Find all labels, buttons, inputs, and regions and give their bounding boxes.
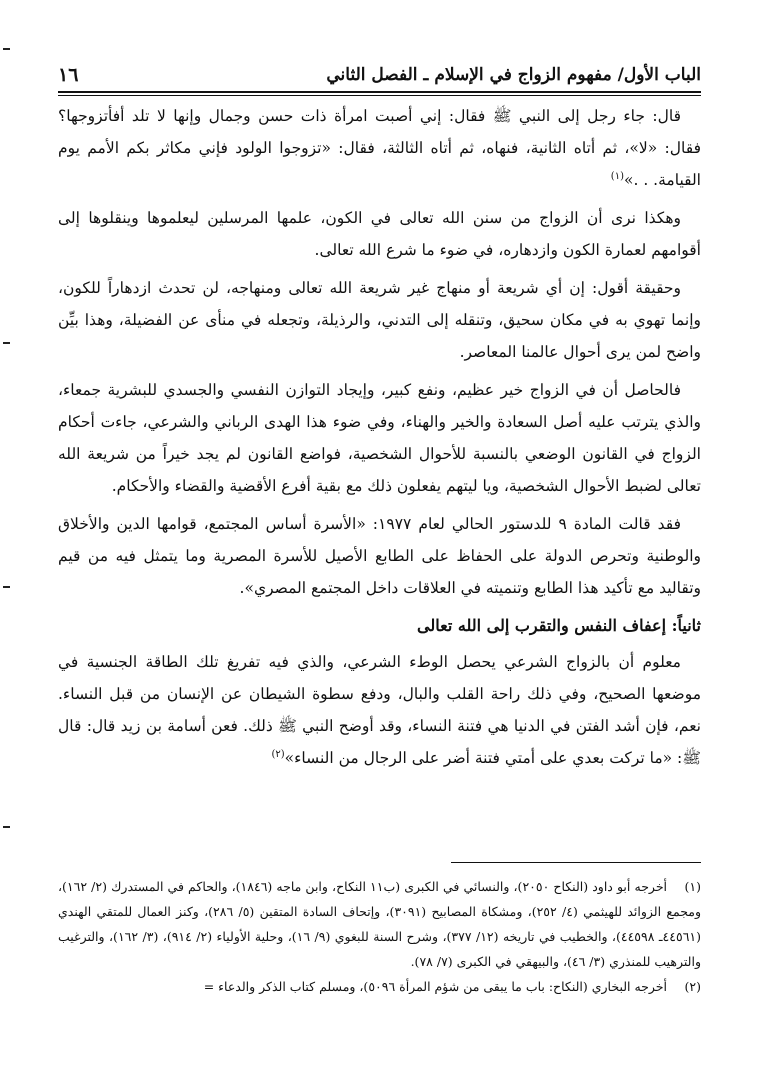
- page-number: ١٦: [58, 64, 79, 86]
- paragraph-text: قال: جاء رجل إلى النبي ﷺ فقال: إني أصبت امرأة ذات حسن وجمال وإنها لا تلد أفأتزوجها؟ فقال: «لا»، ثم أتاه الثانية، فنهاه، ثم أتاه الثالثة، فقال: «تزوجوا الولود فإني مكاثر بكم الأمم يوم القيامة. . .»: [58, 107, 701, 189]
- footnote-ref: (١): [610, 170, 624, 182]
- footnotes: [58, 874, 701, 999]
- paragraph-text: معلوم أن بالزواج الشرعي يحصل الوطء الشرعي، والذي فيه تفريغ تلك الطاقة الجنسية في موضعها الصحيح، وفي ذلك راحة القلب والبال، ودفع سطوة الشيطان عن الإنسان من قبل النساء. نعم، فإن أشد الفتن في الدنيا هي فتنة النساء، وقد أوضح النبي ﷺ ذلك. فعن أسامة بن زيد قال: قال ﷺ: «ما تركت بعدي على أمتي فتنة أضر على الرجال من النساء»: [58, 653, 701, 767]
- footnote-separator: [451, 862, 701, 863]
- paragraph: [58, 100, 701, 196]
- footnote: [58, 974, 701, 999]
- scan-margin-mark: [3, 826, 10, 828]
- paragraph: وحقيقة أقول: إن أي شريعة أو منهاج غير شريعة الله تعالى ومنهاجه، لن تحدث ازدهاراً للكون، وإنما تهوي به في مكان سحيق، وتنقله إلى التدني، والرذيلة، وتجعله في منأى عن الفضيلة، وهذا بيِّن واضح لمن يرى أحوال عالمنا المعاصر.: [58, 279, 701, 361]
- footnote-text: أخرجه أبو داود (النكاح ٢٠٥٠)، والنسائي في الكبرى (ب١١ النكاح، وابن ماجه (١٨٤٦)، والحاكم في المستدرك (٢/ ١٦٢)، ومجمع الزوائد للهيثمي (٤/ ٢٥٢)، ومشكاة المصابيح (٣٠٩١)، وإتحاف السادة المتقين (٥/ ٢٨٦)، وكنز العمال للمتقي الهندي (٤٤٥٦١ـ ٤٤٥٩٨)، والخطيب في تاريخه (١٢/ ٣٧٧)، وشرح السنة للبغوي (٩/ ١٦)، وحلية الأولياء (٢/ ٩١٤)، (٣/ ١٦٢)، والترغيب والترهيب للمنذري (٣/ ٤٦)، والبيهقي في الكبرى (٧/ ٧٨).: [58, 879, 702, 969]
- page-header: [58, 60, 701, 90]
- section-heading: ثانياً: إعفاف النفس والتقرب إلى الله تعالى: [417, 616, 701, 635]
- main-text: [58, 100, 701, 780]
- scan-margin-mark: [3, 48, 10, 50]
- footnote-number: (٢): [684, 979, 701, 994]
- running-title: الباب الأول/ مفهوم الزواج في الإسلام ـ الفصل الثاني: [326, 65, 701, 85]
- header-rule-thin: [58, 95, 701, 96]
- header-rule: [58, 91, 701, 93]
- scan-margin-mark: [3, 586, 10, 588]
- footnote-number: (١): [684, 879, 702, 894]
- footnote: [58, 874, 701, 974]
- paragraph: فقد قالت المادة ٩ للدستور الحالي لعام ١٩٧٧: «الأسرة أساس المجتمع، قوامها الدين والأخلاق والوطنية وتحرص الدولة على الحفاظ على الطابع الأصيل للأسرة المصرية وما يتمثل فيه من قيم وتقاليد مع تأكيد هذا الطابع وتنميته في العلاقات داخل المجتمع المصري».: [58, 515, 701, 597]
- paragraph: وهكذا نرى أن الزواج من سنن الله تعالى في الكون، علمها المرسلين ليعلموها وينقلوها إلى أقوامهم لعمارة الكون وازدهاره، في ضوء ما شرع الله تعالى.: [58, 209, 701, 259]
- paragraph: فالحاصل أن في الزواج خير عظيم، ونفع كبير، وإيجاد التوازن النفسي والجسدي للبشرية جمعاء، والذي يترتب عليه أصل السعادة والخير والهناء، وفي ضوء هذا الهدى الرباني والشرعي، جاءت أحكام الزواج في القانون الوضعي بالنسبة للأحوال الشخصية، فواضع القانون لم يجد خيراً من شريعة الله تعالى لضبط الأحوال الشخصية، ويا ليتهم يفعلون ذلك مع بقية أفرع الأقضية والقضاء والأحكام.: [58, 381, 701, 495]
- paragraph: [58, 646, 701, 774]
- scan-margin-mark: [3, 342, 10, 344]
- footnote-ref: (٢): [271, 748, 285, 760]
- footnote-text: أخرجه البخاري (النكاح: باب ما يبقى من شؤم المرأة ٥٠٩٦)، ومسلم كتاب الذكر والدعاء =: [203, 979, 667, 994]
